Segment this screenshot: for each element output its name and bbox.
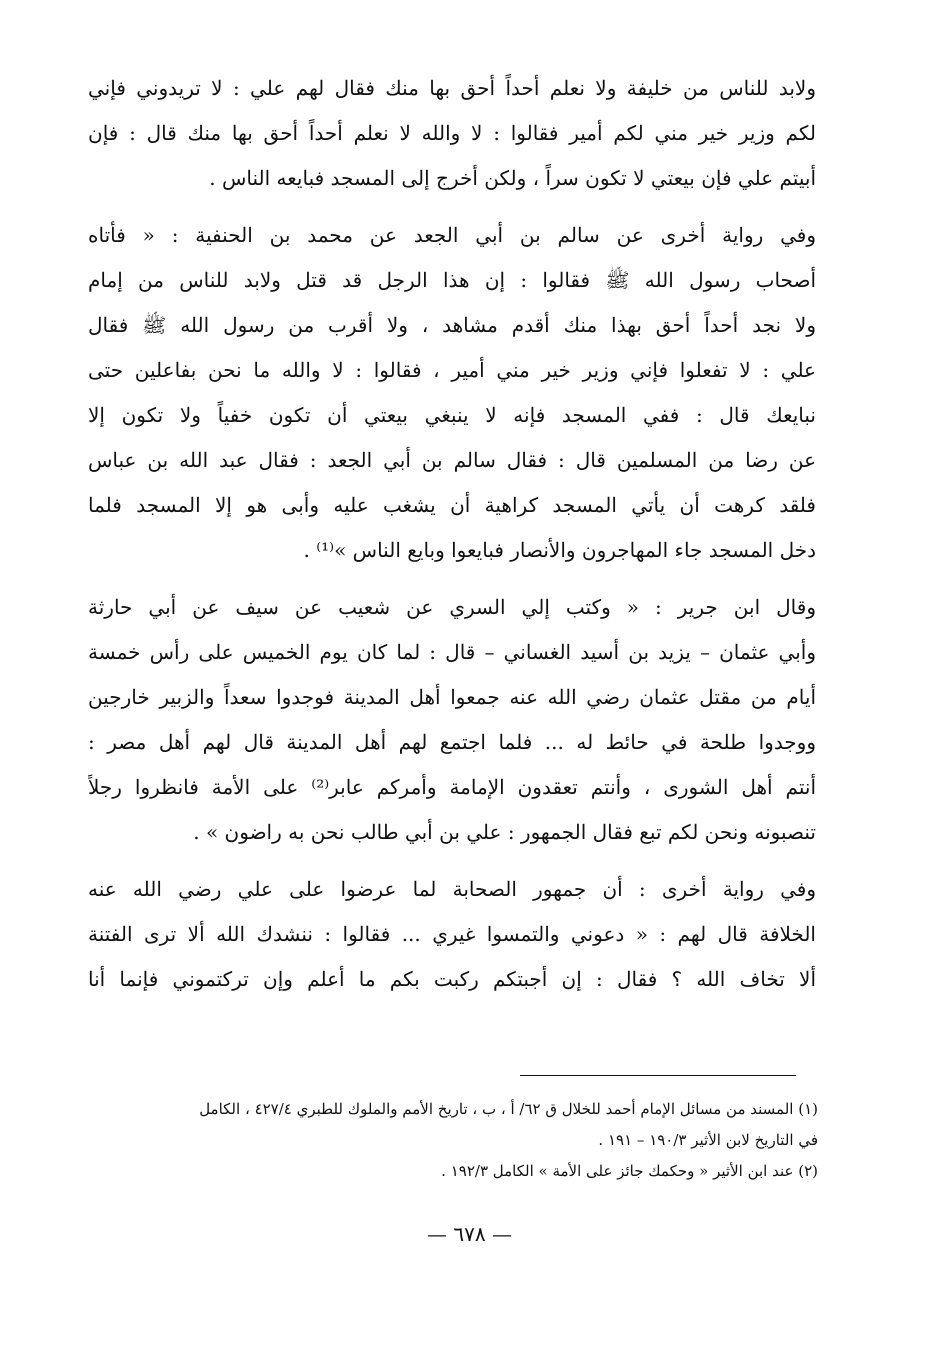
footnote-separator [520,1075,796,1076]
text-line: أنتم أهل الشورى ، وأنتم تعقدون الإمامة وأمركم عابر⁽²⁾ على الأمة فانظروا رجلاً [88,775,816,799]
text-line: ووجدوا طلحة في حائط له ... فلما اجتمع لهم أهل المدينة قال لهم أهل مصر : [88,730,816,754]
text-line: نبايعك قال : ففي المسجد فإنه لا ينبغي بيعتي أن تكون خفياً ولا تكون إلا [88,403,816,427]
text-line: دخل المسجد جاء المهاجرون والأنصار فبايعوا وبايع الناس »⁽¹⁾ . [303,538,816,562]
main-text [88,66,816,1002]
text-line: فلقد كرهت أن يأتي المسجد كراهية أن يشغب عليه وأبى هو إلا المسجد فلما [88,493,816,517]
text-line: تنصبونه ونحن لكم تبع فقال الجمهور : علي بن أبي طالب نحن به راضون » . [193,820,816,844]
text-line: وفي رواية أخرى : أن جمهور الصحابة لما عرضوا على علي رضي الله عنه [88,877,816,901]
page-number: — ٦٧٨ — [427,1222,512,1246]
paragraph-3 [88,585,816,855]
footnotes [106,1094,818,1187]
text-line: أصحاب رسول الله ﷺ فقالوا : إن هذا الرجل قد قتل ولابد للناس من إمام [88,268,816,292]
paragraph-1 [88,66,816,201]
text-line: وأبي عثمان – يزيد بن أسيد الغساني – قال : لما كان يوم الخميس على رأس خمسة [88,640,816,664]
paragraph-2 [88,213,816,573]
text-line: وقال ابن جرير : « وكتب إلي السري عن شعيب عن سيف عن أبي حارثة [88,595,816,619]
text-line: عن رضا من المسلمين قال : فقال سالم بن أبي الجعد : فقال عبد الله بن عباس [88,448,816,472]
text-line: ولابد للناس من خليفة ولا نعلم أحداً أحق بها منك فقال لهم علي : لا تريدوني فإني [88,76,816,100]
text-line: ألا تخاف الله ؟ فقال : إن أجبتكم ركبت بكم ما أعلم وإن تركتموني فإنما أنا [88,967,816,991]
text-line: الخلافة قال لهم : « دعوني والتمسوا غيري ... فقالوا : ننشدك الله ألا ترى الفتنة [88,922,816,946]
text-line: أبيتم علي فإن بيعتي لا تكون سراً ، ولكن أخرج إلى المسجد فبايعه الناس . [209,166,816,190]
footnote-line: في التاريخ لابن الأثير ١٩٠/٣ – ١٩١ . [598,1131,818,1149]
text-line: علي : لا تفعلوا فإني وزير خير مني أمير ، فقالوا : لا والله ما نحن بفاعلين حتى [88,358,816,382]
footnote-1 [106,1094,818,1156]
text-line: لكم وزير خير مني لكم أمير فقالوا : لا والله لا نعلم أحداً أحق بها منك قال : فإن [88,121,816,145]
footnote-line: (١) المسند من مسائل الإمام أحمد للخلال ق ٦٢/ أ ، ب ، تاريخ الأمم والملوك للطبري ٤٢٧/٤ ، الكامل [199,1100,818,1118]
footnote-line: (٢) عند ابن الأثير « وحكمك جائز على الأمة » الكامل ١٩٢/٣ . [441,1162,818,1180]
text-line: ولا نجد أحداً أحق بهذا منك أقدم مشاهد ، ولا أقرب من رسول الله ﷺ فقال [88,313,816,337]
text-line: وفي رواية أخرى عن سالم بن أبي الجعد عن محمد بن الحنفية : « فأتاه [88,223,816,247]
paragraph-4 [88,867,816,1002]
text-line: أيام من مقتل عثمان رضي الله عنه جمعوا أهل المدينة فوجدوا سعداً والزبير خارجين [88,685,816,709]
footnote-2 [106,1156,818,1187]
